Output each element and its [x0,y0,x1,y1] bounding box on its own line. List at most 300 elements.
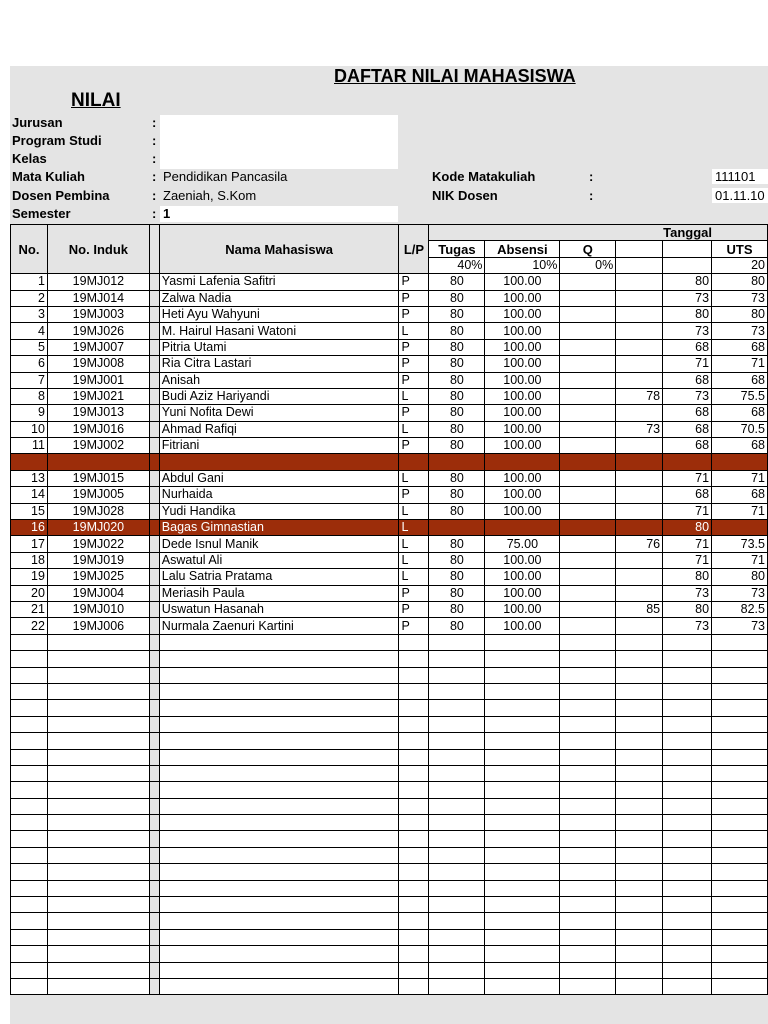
empty-cell[interactable] [159,749,399,765]
empty-row[interactable] [11,700,768,716]
empty-cell[interactable] [712,929,768,945]
empty-row[interactable] [11,946,768,962]
empty-cell[interactable] [485,913,560,929]
empty-cell[interactable] [663,749,712,765]
empty-row[interactable] [11,716,768,732]
cell-tugas[interactable]: 80 [429,569,485,585]
cell-tugas[interactable]: 80 [429,601,485,617]
empty-cell[interactable] [712,880,768,896]
empty-cell[interactable] [712,765,768,781]
empty-cell[interactable] [663,880,712,896]
empty-cell[interactable] [616,880,663,896]
empty-cell[interactable] [399,847,429,863]
semester-value[interactable]: 1 [163,206,171,221]
cell-absensi[interactable]: 100.00 [485,601,560,617]
empty-cell[interactable] [399,716,429,732]
empty-cell[interactable] [47,946,149,962]
cell-lp[interactable]: L [399,520,429,536]
cell-no[interactable]: 7 [11,372,48,388]
empty-cell[interactable] [616,864,663,880]
empty-cell[interactable] [485,765,560,781]
empty-cell[interactable] [399,798,429,814]
empty-cell[interactable] [663,733,712,749]
cell-q[interactable] [560,536,616,552]
cell-nama[interactable]: Bagas Gimnastian [159,520,399,536]
empty-cell[interactable] [159,782,399,798]
empty-cell[interactable] [429,733,485,749]
empty-cell[interactable] [663,683,712,699]
empty-cell[interactable] [485,897,560,913]
empty-cell[interactable] [663,765,712,781]
empty-cell[interactable] [47,700,149,716]
empty-cell[interactable] [663,864,712,880]
cell-c2[interactable]: 68 [663,339,712,355]
empty-cell[interactable] [485,683,560,699]
cell-uts[interactable]: 73 [712,323,768,339]
empty-cell[interactable] [11,782,48,798]
empty-cell[interactable] [663,815,712,831]
cell-c1[interactable] [616,470,663,486]
empty-cell[interactable] [616,683,663,699]
empty-cell[interactable] [159,864,399,880]
cell-nama[interactable]: Lalu Satria Pratama [159,569,399,585]
empty-cell[interactable] [712,815,768,831]
cell-c2[interactable]: 68 [663,372,712,388]
empty-row[interactable] [11,978,768,994]
cell-absensi[interactable]: 100.00 [485,421,560,437]
empty-cell[interactable] [47,929,149,945]
cell-nama[interactable]: Nurmala Zaenuri Kartini [159,618,399,634]
cell-no[interactable]: 17 [11,536,48,552]
cell-nama[interactable]: Yuni Nofita Dewi [159,405,399,421]
empty-cell[interactable] [485,782,560,798]
cell-no[interactable]: 6 [11,356,48,372]
cell-no[interactable]: 4 [11,323,48,339]
empty-cell[interactable] [712,864,768,880]
cell-c2[interactable]: 71 [663,356,712,372]
empty-cell[interactable] [429,798,485,814]
empty-cell[interactable] [485,798,560,814]
empty-row[interactable] [11,749,768,765]
table-row[interactable] [11,470,768,486]
cell-c1[interactable]: 78 [616,388,663,404]
empty-row[interactable] [11,683,768,699]
empty-cell[interactable] [560,929,616,945]
cell-lp[interactable]: L [399,569,429,585]
empty-cell[interactable] [429,978,485,994]
cell-c2[interactable]: 68 [663,438,712,454]
empty-cell[interactable] [485,929,560,945]
cell-nama[interactable]: Ria Citra Lastari [159,356,399,372]
empty-cell[interactable] [616,978,663,994]
empty-cell[interactable] [485,700,560,716]
cell-nama[interactable]: Fitriani [159,438,399,454]
empty-cell[interactable] [429,716,485,732]
cell-induk[interactable]: 19MJ012 [47,274,149,290]
empty-cell[interactable] [712,913,768,929]
cell-absensi[interactable]: 100.00 [485,356,560,372]
cell-absensi[interactable]: 75.00 [485,536,560,552]
cell-nama[interactable]: Abdul Gani [159,470,399,486]
cell-tugas[interactable] [429,454,485,470]
cell-nama[interactable]: Heti Ayu Wahyuni [159,306,399,322]
empty-cell[interactable] [399,864,429,880]
empty-cell[interactable] [616,749,663,765]
cell-tugas[interactable]: 80 [429,339,485,355]
cell-q[interactable] [560,274,616,290]
cell-absensi[interactable]: 100.00 [485,487,560,503]
cell-tugas[interactable]: 80 [429,487,485,503]
empty-cell[interactable] [712,634,768,650]
cell-c1[interactable] [616,487,663,503]
empty-cell[interactable] [616,798,663,814]
cell-tugas[interactable]: 80 [429,306,485,322]
empty-cell[interactable] [11,847,48,863]
empty-cell[interactable] [712,897,768,913]
empty-cell[interactable] [399,978,429,994]
cell-uts[interactable]: 71 [712,470,768,486]
cell-lp[interactable]: L [399,552,429,568]
cell-c2[interactable]: 73 [663,290,712,306]
empty-cell[interactable] [11,651,48,667]
cell-c1[interactable] [616,372,663,388]
empty-row[interactable] [11,880,768,896]
empty-cell[interactable] [560,716,616,732]
empty-cell[interactable] [399,782,429,798]
kode-value[interactable]: 111101 [712,169,768,184]
empty-cell[interactable] [159,716,399,732]
cell-nama[interactable]: M. Hairul Hasani Watoni [159,323,399,339]
empty-cell[interactable] [399,667,429,683]
empty-cell[interactable] [663,913,712,929]
empty-cell[interactable] [47,634,149,650]
matkul-value[interactable]: Pendidikan Pancasila [163,169,288,184]
empty-row[interactable] [11,913,768,929]
cell-q[interactable] [560,520,616,536]
empty-cell[interactable] [560,897,616,913]
empty-row[interactable] [11,847,768,863]
cell-lp[interactable]: P [399,487,429,503]
empty-cell[interactable] [11,716,48,732]
cell-uts[interactable]: 71 [712,552,768,568]
empty-row[interactable] [11,962,768,978]
cell-c1[interactable] [616,503,663,519]
cell-q[interactable] [560,601,616,617]
empty-cell[interactable] [485,864,560,880]
empty-cell[interactable] [560,634,616,650]
empty-cell[interactable] [712,749,768,765]
empty-cell[interactable] [616,651,663,667]
cell-q[interactable] [560,421,616,437]
empty-cell[interactable] [485,733,560,749]
empty-cell[interactable] [429,683,485,699]
empty-cell[interactable] [663,634,712,650]
table-row[interactable] [11,503,768,519]
empty-cell[interactable] [616,667,663,683]
empty-cell[interactable] [616,831,663,847]
empty-row[interactable] [11,765,768,781]
cell-induk[interactable]: 19MJ021 [47,388,149,404]
cell-tugas[interactable]: 80 [429,388,485,404]
cell-q[interactable] [560,569,616,585]
cell-tugas[interactable]: 80 [429,552,485,568]
empty-cell[interactable] [485,831,560,847]
cell-c2[interactable]: 71 [663,470,712,486]
cell-induk[interactable]: 19MJ008 [47,356,149,372]
empty-cell[interactable] [485,749,560,765]
empty-cell[interactable] [663,929,712,945]
cell-absensi[interactable] [485,520,560,536]
cell-induk[interactable]: 19MJ015 [47,470,149,486]
empty-cell[interactable] [616,634,663,650]
empty-cell[interactable] [11,700,48,716]
empty-cell[interactable] [616,700,663,716]
empty-cell[interactable] [712,651,768,667]
empty-cell[interactable] [47,765,149,781]
cell-lp[interactable]: P [399,585,429,601]
cell-induk[interactable]: 19MJ022 [47,536,149,552]
cell-tugas[interactable]: 80 [429,323,485,339]
empty-cell[interactable] [429,815,485,831]
cell-induk[interactable]: 19MJ014 [47,290,149,306]
cell-absensi[interactable]: 100.00 [485,290,560,306]
empty-cell[interactable] [159,815,399,831]
cell-lp[interactable]: P [399,601,429,617]
empty-cell[interactable] [47,978,149,994]
empty-cell[interactable] [485,716,560,732]
cell-lp[interactable]: P [399,438,429,454]
cell-absensi[interactable]: 100.00 [485,569,560,585]
table-row[interactable] [11,306,768,322]
cell-tugas[interactable]: 80 [429,372,485,388]
empty-cell[interactable] [11,765,48,781]
empty-cell[interactable] [399,651,429,667]
empty-cell[interactable] [485,880,560,896]
cell-absensi[interactable]: 100.00 [485,372,560,388]
cell-c1[interactable] [616,618,663,634]
cell-absensi[interactable]: 100.00 [485,552,560,568]
cell-nama[interactable]: Yudi Handika [159,503,399,519]
cell-uts[interactable]: 80 [712,569,768,585]
cell-induk[interactable]: 19MJ020 [47,520,149,536]
cell-lp[interactable]: L [399,323,429,339]
cell-lp[interactable]: L [399,421,429,437]
empty-cell[interactable] [663,716,712,732]
empty-cell[interactable] [712,667,768,683]
empty-row[interactable] [11,634,768,650]
empty-cell[interactable] [663,847,712,863]
cell-c1[interactable]: 76 [616,536,663,552]
empty-cell[interactable] [47,847,149,863]
empty-cell[interactable] [663,798,712,814]
cell-uts[interactable]: 71 [712,356,768,372]
empty-cell[interactable] [47,716,149,732]
cell-lp[interactable]: L [399,388,429,404]
empty-cell[interactable] [47,962,149,978]
cell-absensi[interactable]: 100.00 [485,585,560,601]
empty-row[interactable] [11,929,768,945]
cell-uts[interactable]: 73.5 [712,536,768,552]
empty-cell[interactable] [485,946,560,962]
empty-cell[interactable] [11,815,48,831]
empty-cell[interactable] [429,782,485,798]
cell-no[interactable]: 10 [11,421,48,437]
cell-nama[interactable]: Aswatul Ali [159,552,399,568]
table-row[interactable] [11,618,768,634]
empty-cell[interactable] [712,831,768,847]
empty-cell[interactable] [429,831,485,847]
cell-tugas[interactable]: 80 [429,503,485,519]
cell-absensi[interactable]: 100.00 [485,503,560,519]
empty-cell[interactable] [399,700,429,716]
cell-q[interactable] [560,454,616,470]
cell-c1[interactable] [616,585,663,601]
empty-cell[interactable] [712,962,768,978]
cell-lp[interactable]: L [399,536,429,552]
empty-cell[interactable] [616,897,663,913]
empty-cell[interactable] [485,847,560,863]
empty-cell[interactable] [399,929,429,945]
empty-cell[interactable] [560,798,616,814]
cell-tugas[interactable]: 80 [429,585,485,601]
empty-cell[interactable] [560,733,616,749]
cell-no[interactable]: 21 [11,601,48,617]
cell-induk[interactable]: 19MJ028 [47,503,149,519]
empty-cell[interactable] [485,815,560,831]
empty-cell[interactable] [11,929,48,945]
empty-cell[interactable] [159,733,399,749]
empty-cell[interactable] [159,700,399,716]
cell-uts[interactable]: 80 [712,274,768,290]
empty-cell[interactable] [47,864,149,880]
cell-tugas[interactable]: 80 [429,290,485,306]
cell-induk[interactable]: 19MJ016 [47,421,149,437]
cell-c2[interactable]: 68 [663,421,712,437]
empty-cell[interactable] [399,962,429,978]
empty-cell[interactable] [560,700,616,716]
empty-cell[interactable] [429,634,485,650]
empty-cell[interactable] [47,897,149,913]
cell-tugas[interactable]: 80 [429,438,485,454]
cell-q[interactable] [560,306,616,322]
empty-cell[interactable] [159,847,399,863]
empty-cell[interactable] [159,929,399,945]
empty-cell[interactable] [11,864,48,880]
cell-uts[interactable]: 75.5 [712,388,768,404]
cell-lp[interactable]: L [399,470,429,486]
cell-induk[interactable]: 19MJ001 [47,372,149,388]
cell-induk[interactable]: 19MJ025 [47,569,149,585]
cell-nama[interactable] [159,454,399,470]
empty-cell[interactable] [47,749,149,765]
cell-no[interactable]: 20 [11,585,48,601]
empty-cell[interactable] [560,831,616,847]
cell-uts[interactable]: 68 [712,339,768,355]
table-row[interactable] [11,552,768,568]
empty-cell[interactable] [560,864,616,880]
cell-q[interactable] [560,470,616,486]
nik-value[interactable]: 01.11.10 [712,188,768,203]
cell-no[interactable]: 19 [11,569,48,585]
empty-cell[interactable] [485,651,560,667]
cell-absensi[interactable]: 100.00 [485,274,560,290]
cell-induk[interactable]: 19MJ007 [47,339,149,355]
empty-cell[interactable] [399,765,429,781]
empty-cell[interactable] [560,962,616,978]
cell-c2[interactable]: 73 [663,618,712,634]
empty-cell[interactable] [560,651,616,667]
cell-absensi[interactable]: 100.00 [485,405,560,421]
cell-induk[interactable]: 19MJ005 [47,487,149,503]
cell-nama[interactable]: Meriasih Paula [159,585,399,601]
empty-cell[interactable] [712,716,768,732]
empty-cell[interactable] [11,913,48,929]
empty-cell[interactable] [159,765,399,781]
cell-induk[interactable] [47,454,149,470]
cell-absensi[interactable]: 100.00 [485,470,560,486]
empty-cell[interactable] [399,913,429,929]
cell-nama[interactable]: Uswatun Hasanah [159,601,399,617]
empty-cell[interactable] [399,880,429,896]
empty-row[interactable] [11,733,768,749]
empty-cell[interactable] [560,913,616,929]
empty-cell[interactable] [47,683,149,699]
cell-no[interactable]: 2 [11,290,48,306]
empty-cell[interactable] [712,798,768,814]
cell-c2[interactable] [663,454,712,470]
cell-tugas[interactable]: 80 [429,618,485,634]
cell-induk[interactable]: 19MJ003 [47,306,149,322]
cell-uts[interactable]: 68 [712,438,768,454]
cell-q[interactable] [560,552,616,568]
table-row[interactable] [11,274,768,290]
cell-no[interactable]: 11 [11,438,48,454]
empty-row[interactable] [11,667,768,683]
empty-cell[interactable] [616,733,663,749]
cell-c1[interactable] [616,356,663,372]
empty-cell[interactable] [560,815,616,831]
empty-cell[interactable] [712,946,768,962]
empty-cell[interactable] [159,962,399,978]
cell-nama[interactable]: Zalwa Nadia [159,290,399,306]
cell-c2[interactable]: 68 [663,405,712,421]
empty-cell[interactable] [663,667,712,683]
empty-cell[interactable] [11,683,48,699]
empty-cell[interactable] [485,978,560,994]
cell-q[interactable] [560,438,616,454]
cell-induk[interactable]: 19MJ006 [47,618,149,634]
cell-q[interactable] [560,290,616,306]
empty-cell[interactable] [399,831,429,847]
empty-cell[interactable] [429,864,485,880]
cell-nama[interactable]: Nurhaida [159,487,399,503]
cell-absensi[interactable]: 100.00 [485,306,560,322]
empty-cell[interactable] [712,978,768,994]
empty-cell[interactable] [429,667,485,683]
empty-cell[interactable] [560,847,616,863]
empty-cell[interactable] [47,651,149,667]
cell-c2[interactable]: 73 [663,388,712,404]
cell-absensi[interactable]: 100.00 [485,323,560,339]
empty-cell[interactable] [616,913,663,929]
cell-c2[interactable]: 80 [663,306,712,322]
cell-uts[interactable]: 80 [712,306,768,322]
empty-cell[interactable] [429,946,485,962]
empty-cell[interactable] [560,667,616,683]
empty-cell[interactable] [560,880,616,896]
empty-cell[interactable] [560,749,616,765]
cell-lp[interactable]: P [399,405,429,421]
